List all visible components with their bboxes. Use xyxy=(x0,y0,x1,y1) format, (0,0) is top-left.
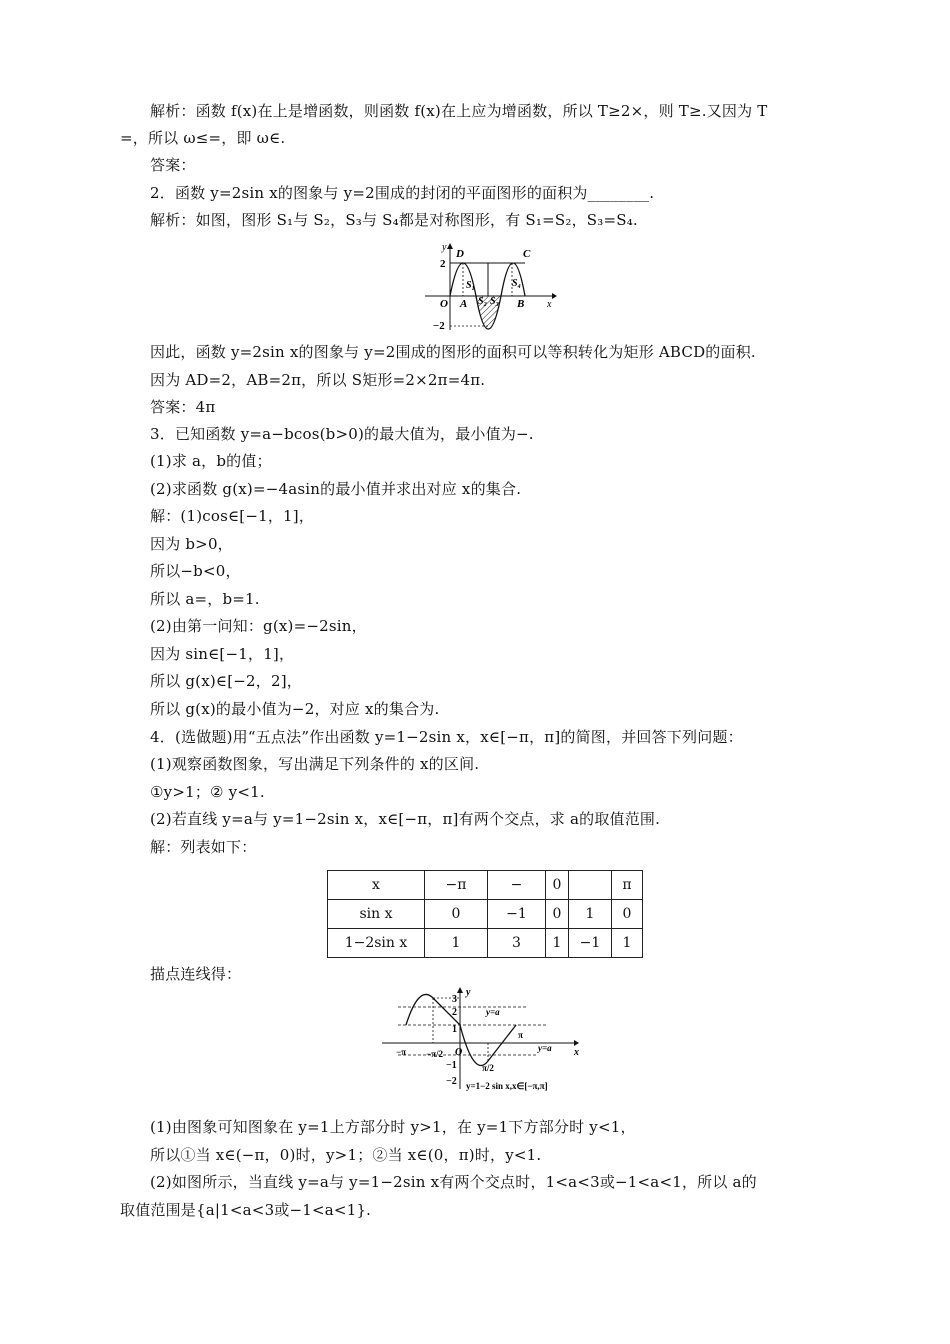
text-line: 所以−b<0， xyxy=(150,562,241,580)
fig1-region-S2: S₂ xyxy=(478,296,488,307)
text-line: 所以 g(x)∈[−2，2]， xyxy=(150,672,302,690)
five-point-graph xyxy=(378,985,600,1095)
text-line: 因此，函数 y=2sin x的图象与 y=2围成的图形的面积可以等积转化为矩形 ABCD的面积. xyxy=(150,343,756,361)
fig1-y-label: y xyxy=(442,242,447,253)
fig2-line-label-top: y=a xyxy=(486,1007,500,1017)
table-cell: sin x xyxy=(328,900,425,929)
fig1-y-bottom: −2 xyxy=(433,320,445,332)
table-cell: 1 xyxy=(425,929,488,958)
fig2-x-tick-half-pi: π/2 xyxy=(482,1063,494,1073)
fig2-y-tick-1: 1 xyxy=(452,1024,457,1035)
question-4: 4．(选做题)用“五点法”作出函数 y=1−2sin x，x∈[−π，π]的简图，并回答下列问题： xyxy=(150,728,743,746)
text-line: (2)求函数 g(x)=−4asin的最小值并求出对应 x的集合. xyxy=(150,480,522,498)
fig1-region-S1: S₁ xyxy=(466,280,476,291)
fig1-point-C: C xyxy=(523,248,531,260)
fig2-origin: O xyxy=(455,1047,463,1058)
table-cell: 1−2sin x xyxy=(328,929,425,958)
table-cell: x xyxy=(328,871,425,900)
text-line: 因为 sin∈[−1，1]， xyxy=(150,645,295,663)
text-line: 取值范围是{a|1<a<3或−1<a<1}. xyxy=(120,1201,372,1219)
fig1-point-D: D xyxy=(456,248,464,260)
fig1-region-S3: S₃ xyxy=(490,296,500,307)
fig2-x-tick-neg-pi: −π xyxy=(396,1047,407,1057)
table-cell: 0 xyxy=(546,871,569,900)
text-line: 解析：如图，图形 S₁与 S₂，S₃与 S₄都是对称图形，有 S₁=S₂，S₃=S₄. xyxy=(150,211,638,229)
text-line: (1)观察函数图象，写出满足下列条件的 x的区间. xyxy=(150,755,480,773)
fig1-region-S4: S₄ xyxy=(512,278,522,289)
text-line: (2)若直线 y=a与 y=1−2sin x，x∈[−π，π]有两个交点，求 a的取值范围. xyxy=(150,810,661,828)
text-line: 所以 g(x)的最小值为−2，对应 x的集合为. xyxy=(150,700,440,718)
text-line: 解：(1)cos∈[−1，1]， xyxy=(150,507,315,525)
table-row xyxy=(328,871,643,900)
text-line: (1)求 a，b的值； xyxy=(150,452,272,470)
table-cell: 0 xyxy=(425,900,488,929)
text-line: 解析：函数 f(x)在上是增函数，则函数 f(x)在上应为增函数，所以 T≥2×，则 T≥.又因为 T xyxy=(150,102,768,120)
question-3: 3．已知函数 y=a−bcos(b>0)的最大值为，最小值为−. xyxy=(150,425,534,443)
table-cell: 1 xyxy=(546,929,569,958)
table-row xyxy=(328,929,643,958)
fig2-y-tick-2: 2 xyxy=(452,1007,457,1018)
fig1-y-top: 2 xyxy=(440,258,446,270)
table-cell: 0 xyxy=(612,900,643,929)
table-cell: −1 xyxy=(569,929,612,958)
fig2-y-tick-neg1: −1 xyxy=(446,1060,457,1071)
text-line: ①y>1；② y<1. xyxy=(150,783,265,801)
text-line: 描点连线得： xyxy=(150,965,242,983)
text-line: 因为 AD=2，AB=2π，所以 S矩形=2×2π=4π. xyxy=(150,371,486,389)
fig1-point-B: B xyxy=(517,298,525,310)
table-cell: 3 xyxy=(488,929,546,958)
fig2-x-tick-neg-half-pi: −π/2 xyxy=(426,1049,444,1059)
fig2-x-tick-pi: π xyxy=(518,1030,523,1040)
fig1-origin: O xyxy=(440,298,448,310)
question-2: 2．函数 y=2sin x的图象与 y=2围成的封闭的平面图形的面积为________. xyxy=(150,184,655,202)
text-line: 答案：4π xyxy=(150,398,216,416)
fig1-x-label: x xyxy=(547,299,552,310)
sine-area-figure xyxy=(420,240,560,332)
table-cell: 0 xyxy=(546,900,569,929)
fig2-y-tick-neg2: −2 xyxy=(446,1076,457,1087)
table-cell: −π xyxy=(425,871,488,900)
fig1-point-A: A xyxy=(460,298,468,310)
table-cell: −1 xyxy=(488,900,546,929)
table-cell: π xyxy=(612,871,643,900)
text-line: 解：列表如下： xyxy=(150,838,257,856)
fig2-line-label-bottom: y=a xyxy=(538,1043,552,1053)
fig2-curve-label: y=1−2 sin x,x∈[−π,π] xyxy=(466,1081,548,1091)
text-line: (2)如图所示，当直线 y=a与 y=1−2sin x有两个交点时，1<a<3或−1<a<1，所以 a的 xyxy=(150,1173,757,1191)
text-line: (2)由第一问知：g(x)=−2sin， xyxy=(150,617,367,635)
text-line: 因为 b>0， xyxy=(150,535,233,553)
fig2-x-label: x xyxy=(574,1047,579,1058)
table-cell: 1 xyxy=(612,929,643,958)
text-line: (1)由图象可知图象在 y=1上方部分时 y>1，在 y=1下方部分时 y<1， xyxy=(150,1118,636,1136)
value-table xyxy=(327,870,643,958)
table-cell: 1 xyxy=(569,900,612,929)
table-cell xyxy=(569,871,612,900)
text-line: =，所以 ω≤=，即 ω∈. xyxy=(120,129,286,147)
fig2-y-label: y xyxy=(466,987,471,998)
text-line: 所以 a=，b=1. xyxy=(150,590,260,608)
table-row xyxy=(328,900,643,929)
text-line: 答案： xyxy=(150,156,196,174)
text-line: 所以①当 x∈(−π，0)时，y>1；②当 x∈(0，π)时，y<1. xyxy=(150,1146,542,1164)
fig2-y-tick-3: 3 xyxy=(452,994,457,1005)
table-cell: − xyxy=(488,871,546,900)
